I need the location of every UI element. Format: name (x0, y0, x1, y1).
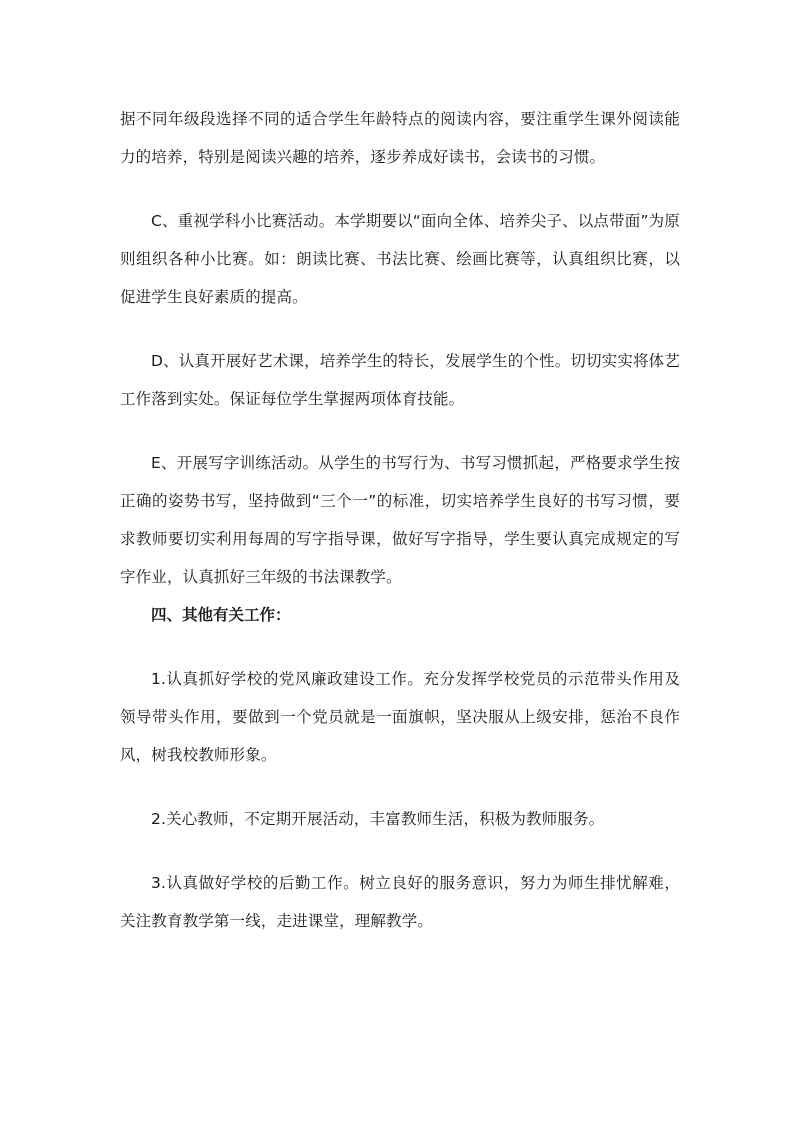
list-item-party-building: 1.认真抓好学校的党风廉政建设工作。充分发挥学校党员的示范带头作用及领导带头作用，要做到一个党员就是一面旗帜，坚决服从上级安排，惩治不良作风，树我校教师形象。 (120, 670, 680, 764)
document-body (120, 100, 680, 940)
paragraph-reading-continuation: 据不同年级段选择不同的适合学生年龄特点的阅读内容，要注重学生课外阅读能力的培养，特别是阅读兴趣的培养，逐步养成好读书，会读书的习惯。 (120, 110, 680, 166)
list-item-logistics: 3.认真做好学校的后勤工作。树立良好的服务意识，努力为师生排忧解难，关注教育教学第一线，走进课堂，理解教学。 (120, 874, 680, 930)
paragraph-writing: E、开展写字训练活动。从学生的书写行为、书写习惯抓起，严格要求学生按正确的姿势书写，坚持做到“三个一”的标准，切实培养学生良好的书写习惯，要求教师要切实利用每周的写字指导课，做好写字指导，学生要认真完成规定的写字作业，认真抓好三年级的书法课教学。 (120, 454, 680, 586)
paragraph-competitions: C、重视学科小比赛活动。本学期要以“面向全体、培养尖子、以点带面”为原则组织各种小比赛。如：朗读比赛、书法比赛、绘画比赛等，认真组织比赛，以促进学生良好素质的提高。 (120, 212, 680, 306)
list-item-teacher-care: 2.关心教师，不定期开展活动，丰富教师生活，积极为教师服务。 (151, 810, 605, 828)
paragraph-arts: D、认真开展好艺术课，培养学生的特长，发展学生的个性。切切实实将体艺工作落到实处。保证每位学生掌握两项体育技能。 (120, 352, 680, 408)
section-heading: 四、其他有关工作： (151, 606, 291, 624)
